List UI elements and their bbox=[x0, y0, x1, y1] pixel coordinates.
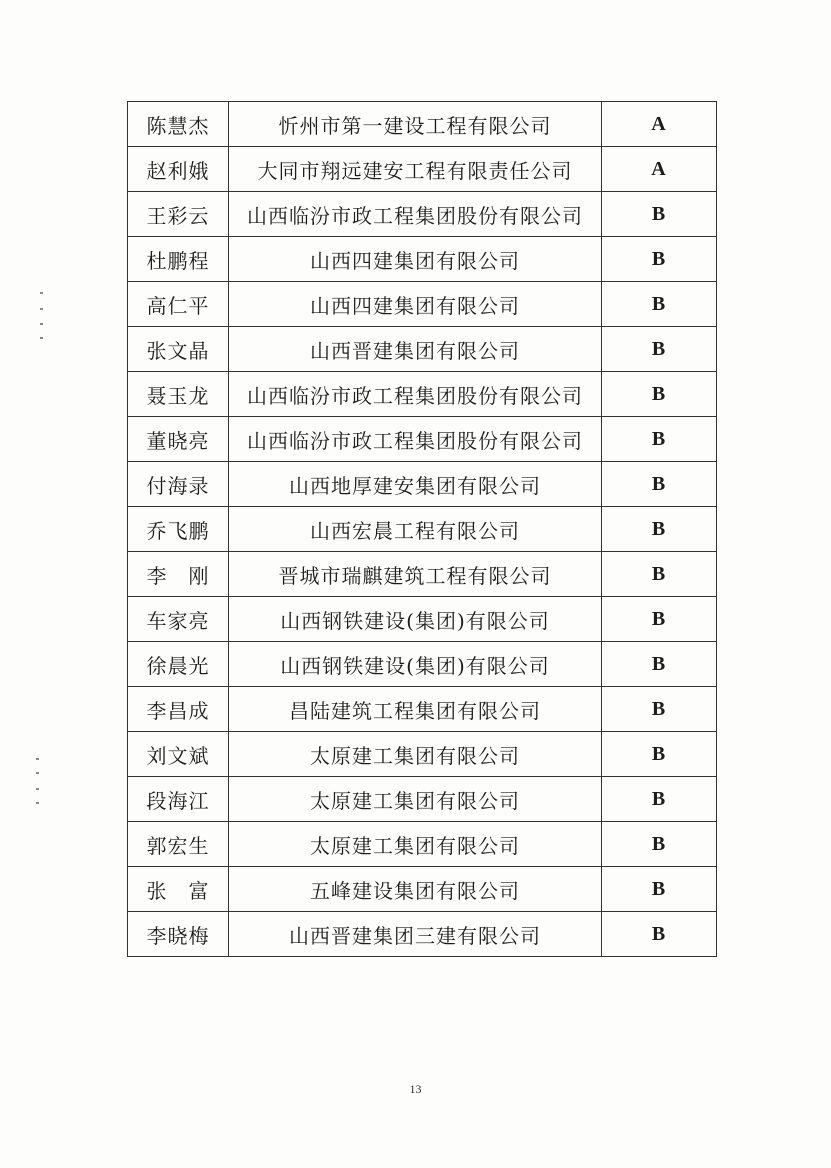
company-cell: 山西晋建集团三建有限公司 bbox=[229, 912, 602, 957]
company-cell: 太原建工集团有限公司 bbox=[229, 732, 602, 777]
company-cell: 忻州市第一建设工程有限公司 bbox=[229, 102, 602, 147]
table-row bbox=[128, 327, 717, 372]
grade-cell: B bbox=[602, 687, 717, 732]
table-row bbox=[128, 777, 717, 822]
name-cell: 聂玉龙 bbox=[128, 372, 229, 417]
company-cell: 昌陆建筑工程集团有限公司 bbox=[229, 687, 602, 732]
company-cell: 山西临汾市政工程集团股份有限公司 bbox=[229, 417, 602, 462]
scan-speck bbox=[40, 292, 43, 294]
grade-cell: B bbox=[602, 192, 717, 237]
scan-speck bbox=[40, 323, 43, 325]
grade-cell: B bbox=[602, 507, 717, 552]
company-cell: 太原建工集团有限公司 bbox=[229, 777, 602, 822]
name-cell: 郭宏生 bbox=[128, 822, 229, 867]
name-cell: 高仁平 bbox=[128, 282, 229, 327]
company-cell: 山西地厚建安集团有限公司 bbox=[229, 462, 602, 507]
name-cell: 乔飞鹏 bbox=[128, 507, 229, 552]
scan-speck bbox=[40, 337, 43, 339]
company-cell: 晋城市瑞麒建筑工程有限公司 bbox=[229, 552, 602, 597]
scan-speck bbox=[36, 758, 39, 760]
name-cell: 张 富 bbox=[128, 867, 229, 912]
name-cell: 赵利娥 bbox=[128, 147, 229, 192]
company-cell: 五峰建设集团有限公司 bbox=[229, 867, 602, 912]
name-cell: 车家亮 bbox=[128, 597, 229, 642]
grade-cell: B bbox=[602, 327, 717, 372]
grade-cell: B bbox=[602, 912, 717, 957]
grade-cell: B bbox=[602, 372, 717, 417]
grade-cell: B bbox=[602, 822, 717, 867]
name-cell: 段海江 bbox=[128, 777, 229, 822]
table-row bbox=[128, 417, 717, 462]
table-row bbox=[128, 192, 717, 237]
grade-cell: B bbox=[602, 237, 717, 282]
company-cell: 太原建工集团有限公司 bbox=[229, 822, 602, 867]
grade-cell: B bbox=[602, 867, 717, 912]
scan-speck bbox=[40, 308, 43, 310]
company-cell: 山西四建集团有限公司 bbox=[229, 282, 602, 327]
table-row bbox=[128, 867, 717, 912]
company-cell: 山西宏晨工程有限公司 bbox=[229, 507, 602, 552]
grade-cell: B bbox=[602, 282, 717, 327]
name-cell: 李晓梅 bbox=[128, 912, 229, 957]
name-cell: 付海录 bbox=[128, 462, 229, 507]
table-row bbox=[128, 372, 717, 417]
name-cell: 张文晶 bbox=[128, 327, 229, 372]
name-cell: 王彩云 bbox=[128, 192, 229, 237]
table-row bbox=[128, 282, 717, 327]
grade-cell: B bbox=[602, 642, 717, 687]
roster-table bbox=[127, 101, 717, 957]
company-cell: 山西临汾市政工程集团股份有限公司 bbox=[229, 372, 602, 417]
table-row bbox=[128, 147, 717, 192]
grade-cell: B bbox=[602, 777, 717, 822]
table-row bbox=[128, 597, 717, 642]
scan-speck bbox=[36, 788, 39, 790]
grade-cell: A bbox=[602, 102, 717, 147]
name-cell: 徐晨光 bbox=[128, 642, 229, 687]
name-cell: 杜鹏程 bbox=[128, 237, 229, 282]
table-row bbox=[128, 552, 717, 597]
table-row bbox=[128, 642, 717, 687]
name-cell: 李 刚 bbox=[128, 552, 229, 597]
grade-cell: B bbox=[602, 732, 717, 777]
company-cell: 山西晋建集团有限公司 bbox=[229, 327, 602, 372]
page-number: 13 bbox=[409, 1082, 422, 1096]
company-cell: 山西四建集团有限公司 bbox=[229, 237, 602, 282]
table-row bbox=[128, 732, 717, 777]
company-cell: 大同市翔远建安工程有限责任公司 bbox=[229, 147, 602, 192]
grade-cell: B bbox=[602, 597, 717, 642]
name-cell: 刘文斌 bbox=[128, 732, 229, 777]
roster-table-body bbox=[128, 102, 717, 957]
grade-cell: B bbox=[602, 552, 717, 597]
grade-cell: A bbox=[602, 147, 717, 192]
scan-speck bbox=[36, 802, 39, 804]
table-row bbox=[128, 237, 717, 282]
name-cell: 李昌成 bbox=[128, 687, 229, 732]
grade-cell: B bbox=[602, 462, 717, 507]
company-cell: 山西钢铁建设(集团)有限公司 bbox=[229, 597, 602, 642]
scan-speck bbox=[36, 772, 39, 774]
table-row bbox=[128, 912, 717, 957]
company-cell: 山西钢铁建设(集团)有限公司 bbox=[229, 642, 602, 687]
company-cell: 山西临汾市政工程集团股份有限公司 bbox=[229, 192, 602, 237]
table-row bbox=[128, 102, 717, 147]
name-cell: 陈慧杰 bbox=[128, 102, 229, 147]
name-cell: 董晓亮 bbox=[128, 417, 229, 462]
table-row bbox=[128, 462, 717, 507]
table-row bbox=[128, 507, 717, 552]
table-row bbox=[128, 687, 717, 732]
grade-cell: B bbox=[602, 417, 717, 462]
table-row bbox=[128, 822, 717, 867]
